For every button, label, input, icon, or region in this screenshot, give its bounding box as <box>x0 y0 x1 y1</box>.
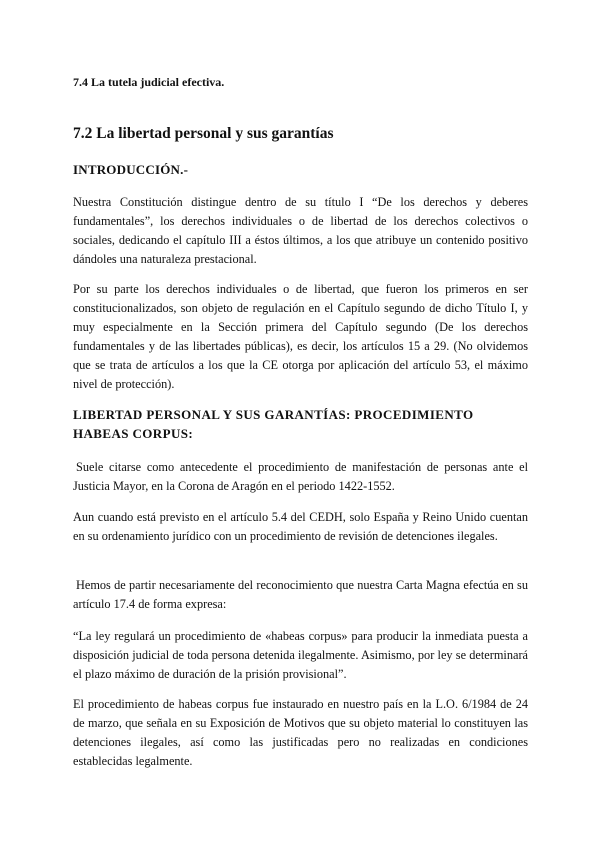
heading-7-4: 7.4 La tutela judicial efectiva. <box>73 75 225 89</box>
paragraph-lo-6-1984: El procedimiento de habeas corpus fue instaurado en nuestro país en la L.O. 6/1984 de 24 de marzo, que señala en su Exposición de Motivos que su objeto material lo constituyen las detenciones ilegales, así como las justificadas pero no realizadas en condiciones establecidas legalmente. <box>73 697 528 769</box>
intro-heading: INTRODUCCIÓN.- <box>73 162 189 177</box>
paragraph-cedh: Aun cuando está previsto en el artículo 5.4 del CEDH, solo España y Reino Unido cuentan en su ordenamiento jurídico con un procedimiento de revisión de detenciones ilegales. <box>73 510 528 544</box>
quote-articulo-17-4: “La ley regulará un procedimiento de «habeas corpus» para producir la inmediata puesta a disposición judicial de toda persona detenida ilegalmente. Asimismo, por ley se determinará el plazo máximo de duración de la prisión provisional”. <box>73 629 528 682</box>
paragraph-antecedente: Suele citarse como antecedente el procedimiento de manifestación de personas ante el Justicia Mayor, en la Corona de Aragón en el periodo 1422-1552. <box>73 460 528 494</box>
paragraph-carta-magna: Hemos de partir necesariamente del reconocimiento que nuestra Carta Magna efectúa en su artículo 17.4 de forma expresa: <box>73 578 528 612</box>
paragraph-derechos-individuales: Por su parte los derechos individuales o de libertad, que fueron los primeros en ser constitucionalizados, son objeto de regulación en el Capítulo segundo de dicho Título I, y muy especialmente en la Sección primera del Capítulo segundo (De los derechos fundamentales y de las libertades públicas), es decir, los artículos 15 a 29. (No olvidemos que se trata de artículos a los que la CE otorga por aplicación del artículo 53, el máximo nivel de protección). <box>73 282 528 392</box>
heading-7-2: 7.2 La libertad personal y sus garantías <box>73 125 334 142</box>
paragraph-constitucion: Nuestra Constitución distingue dentro de su título I “De los derechos y deberes fundamentales”, los derechos individuales o de libertad de los derechos colectivos o sociales, dedicando el capítulo III a éstos últimos, a los que atribuye un contenido positivo dándoles una naturaleza prestacional. <box>73 195 528 267</box>
section-heading-habeas-corpus: LIBERTAD PERSONAL Y SUS GARANTÍAS: PROCEDIMIENTO HABEAS CORPUS: <box>73 407 474 441</box>
